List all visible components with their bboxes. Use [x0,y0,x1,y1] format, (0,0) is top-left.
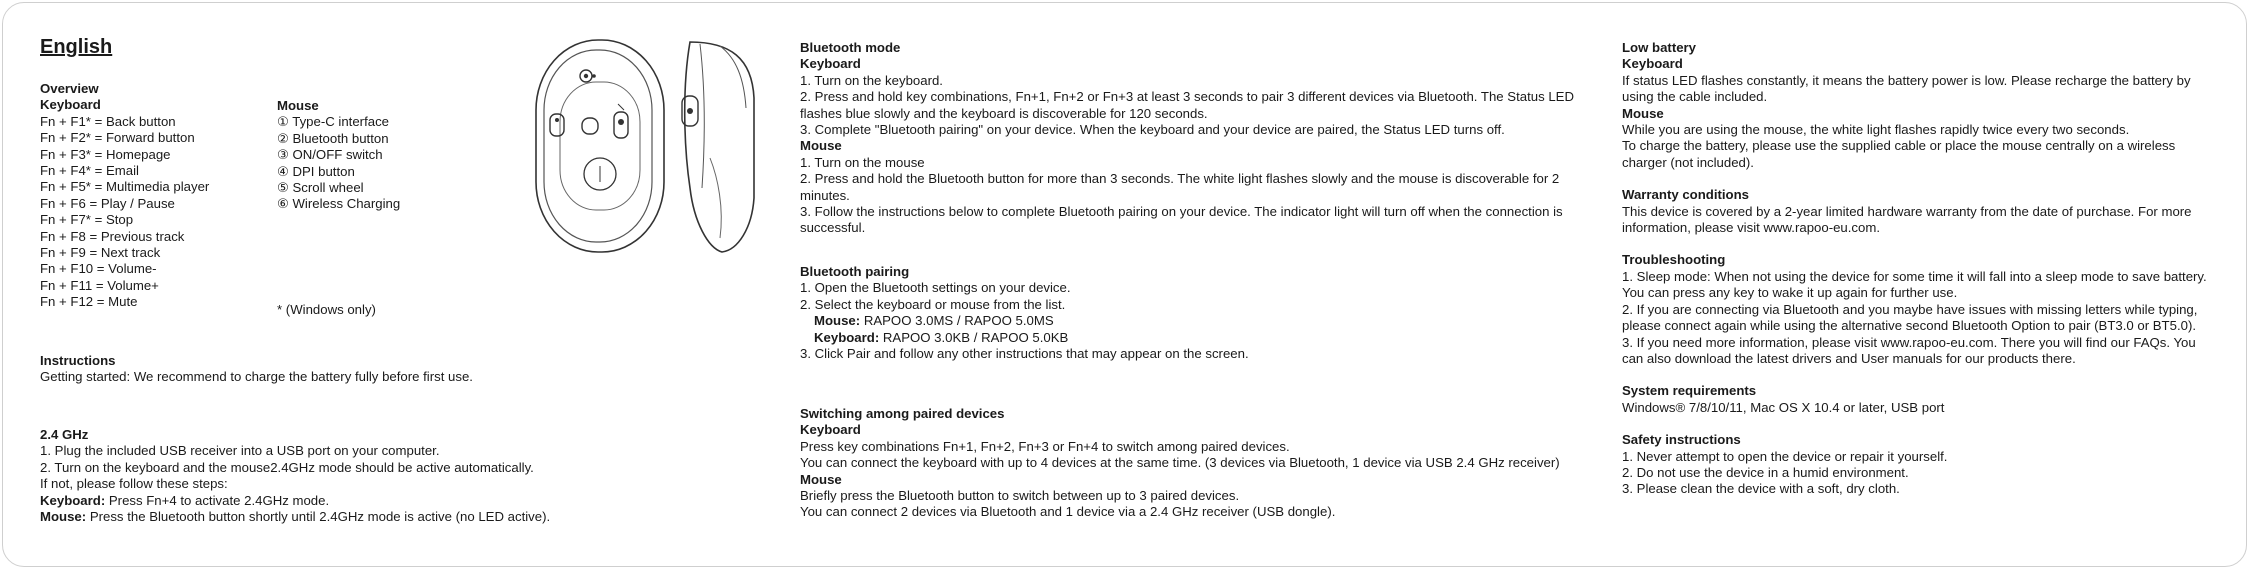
switching-keyboard-title: Keyboard [800,422,861,438]
switching-title: Switching among paired devices [800,406,1005,421]
bt-mode-mouse-title: Mouse [800,138,842,154]
troubleshooting-item: 2. If you are connecting via Bluetooth and you maybe have issues with missing letters while typing, please connect again while using the alternative second Bluetooth Option to pair (BT3.0 or BT5.0). [1622,301,2198,334]
keyboard-shortcut: Fn + F9 = Next track [40,245,161,261]
safety-title: Safety instructions [1622,432,1741,448]
keyboard-shortcut: Fn + F6 = Play / Pause [40,195,175,211]
bt-pairing-step: 2. Select the keyboard or mouse from the list. [800,296,1066,312]
keyboard-shortcut: Fn + F3* = Homepage [40,146,171,162]
switching-mouse-line: Briefly press the Bluetooth button to switch between up to 3 paired devices. [800,488,1240,504]
ghz-keyboard-label: Keyboard: [40,492,106,508]
mouse-part: ② Bluetooth button [277,130,389,146]
keyboard-shortcut: Fn + F8 = Previous track [40,228,185,244]
bt-pairing-step: 3. Click Pair and follow any other instructions that may appear on the screen. [800,346,1249,362]
ghz-mouse-label: Mouse: [40,509,87,525]
right-column [1622,40,2212,498]
overview-mouse-title: Mouse [277,98,319,113]
overview-keyboard-title: Keyboard [40,97,101,113]
bt-mode-mouse-step: 1. Turn on the mouse [800,154,925,170]
bt-mode-mouse-step: 3. Follow the instructions below to complete Bluetooth pairing on your device. The indicator light will turn off when the connection is successful. [800,204,1563,236]
keyboard-shortcut: Fn + F5* = Multimedia player [40,179,210,195]
system-requirements-title: System requirements [1622,383,1757,399]
ghz-keyboard-text: Press Fn+4 to activate 2.4GHz mode. [105,492,330,508]
low-battery-mouse-line: While you are using the mouse, the white light flashes rapidly twice every two seconds. [1622,122,2130,138]
low-battery-mouse-title: Mouse [1622,105,1664,121]
troubleshooting-item: 3. If you need more information, please visit www.rapoo-eu.com. There you will find our FAQs. You can also download the latest drivers and User manuals for our products there. [1622,334,2196,366]
bt-mode-keyboard-step: 2. Press and hold key combinations, Fn+1, Fn+2 or Fn+3 at least 3 seconds to pair 3 different devices via Bluetooth. The Status LED flashes blue slowly and the keyboard is discoverable for 120 seconds. [800,89,1574,121]
bt-pairing-mouse-text: RAPOO 3.0MS / RAPOO 5.0MS [860,313,1054,329]
ghz-step: 1. Plug the included USB receiver into a USB port on your computer. [40,443,440,459]
troubleshooting-title: Troubleshooting [1622,252,1726,268]
safety-item: 1. Never attempt to open the device or repair it yourself. [1622,448,1948,464]
bt-mode-title: Bluetooth mode [800,40,901,55]
bt-pairing-title: Bluetooth pairing [800,264,910,279]
low-battery-mouse-line: To charge the battery, please use the supplied cable or place the mouse centrally on a wireless charger (not included). [1622,138,2176,170]
ghz-section [40,427,550,525]
keyboard-shortcut: Fn + F12 = Mute [40,294,138,310]
keyboard-shortcut: Fn + F1* = Back button [40,113,176,129]
ghz-step: 2. Turn on the keyboard and the mouse2.4GHz mode should be active automatically. [40,459,534,475]
mouse-part: ① Type-C interface [277,114,389,130]
mouse-part: ③ ON/OFF switch [277,147,383,163]
keyboard-shortcut: Fn + F7* = Stop [40,212,134,228]
keyboard-shortcut: Fn + F11 = Volume+ [40,277,159,293]
low-battery-title: Low battery [1622,40,1697,55]
instructions-text: Getting started: We recommend to charge the battery fully before first use. [40,369,473,385]
overview-mouse-section [277,98,400,213]
bt-pairing-step: 1. Open the Bluetooth settings on your device. [800,280,1071,296]
ghz-mouse-text: Press the Bluetooth button shortly until 2.4GHz mode is active (no LED active). [86,509,551,525]
bt-pairing-keyboard-text: RAPOO 3.0KB / RAPOO 5.0KB [879,329,1069,345]
switching-mouse-line: You can connect 2 devices via Bluetooth and 1 device via a 2.4 GHz receiver (USB dongle). [800,504,1336,520]
warranty-title: Warranty conditions [1622,187,1750,203]
troubleshooting-item: 1. Sleep mode: When not using the device for some time it will fall into a sleep mode to save battery. You can press any key to wake it up again for further use. [1622,268,2207,301]
language-heading: English [40,36,113,58]
mouse-part: ⑤ Scroll wheel [277,180,364,196]
bt-mode-mouse-step: 2. Press and hold the Bluetooth button for more than 3 seconds. The white light flashes slowly and the mouse is discoverable for 2 minutes. [800,171,1560,203]
system-requirements-text: Windows® 7/8/10/11, Mac OS X 10.4 or later, USB port [1622,399,1945,415]
bt-mode-keyboard-step: 3. Complete "Bluetooth pairing" on your device. When the keyboard and your device are paired, the Status LED turns off. [800,122,1505,138]
keyboard-shortcut: Fn + F2* = Forward button [40,130,195,146]
switching-keyboard-line: Press key combinations Fn+1, Fn+2, Fn+3 or Fn+4 to switch among paired devices. [800,438,1290,454]
ghz-mouse-line [40,509,550,525]
instructions-section [40,353,473,386]
bt-mode-keyboard-step: 1. Turn on the keyboard. [800,72,943,88]
warranty-text: This device is covered by a 2-year limited hardware warranty from the date of purchase. For more information, please visit www.rapoo-eu.com. [1622,203,2192,236]
bluetooth-pairing-section [800,264,1249,362]
safety-item: 3. Please clean the device with a soft, dry cloth. [1622,481,1900,497]
overview-keyboard-section [40,81,209,311]
overview-title: Overview [40,81,99,96]
bt-pairing-keyboard-line [800,330,1249,346]
low-battery-keyboard-text: If status LED flashes constantly, it means the battery power is low. Please recharge the battery by using the cable included. [1622,72,2191,105]
low-battery-keyboard-title: Keyboard [1622,56,1683,72]
instructions-title: Instructions [40,353,116,368]
bt-pairing-mouse-line [800,313,1249,329]
bluetooth-mode-section [800,40,1590,237]
mouse-side-view-icon [680,38,760,256]
keyboard-shortcut: Fn + F4* = Email [40,163,139,179]
safety-item: 2. Do not use the device in a humid environment. [1622,464,1909,480]
ghz-keyboard-line [40,493,550,509]
mouse-part: ⑥ Wireless Charging [277,196,401,212]
switching-mouse-title: Mouse [800,471,842,487]
windows-only-footnote: * (Windows only) [277,302,376,317]
bt-pairing-keyboard-label: Keyboard: [814,329,880,345]
mouse-part: ④ DPI button [277,163,355,179]
ghz-step: If not, please follow these steps: [40,476,228,492]
keyboard-shortcut: Fn + F10 = Volume- [40,261,157,277]
bt-mode-keyboard-title: Keyboard [800,56,861,72]
ghz-title: 2.4 GHz [40,427,89,442]
switching-keyboard-line: You can connect the keyboard with up to 4 devices at the same time. (3 devices via Bluetooth, 1 device via USB 2.4 GHz receiver) [800,455,1560,471]
bt-pairing-mouse-label: Mouse: [814,313,861,329]
switching-section [800,406,1560,521]
mouse-bottom-view-icon [530,36,670,256]
